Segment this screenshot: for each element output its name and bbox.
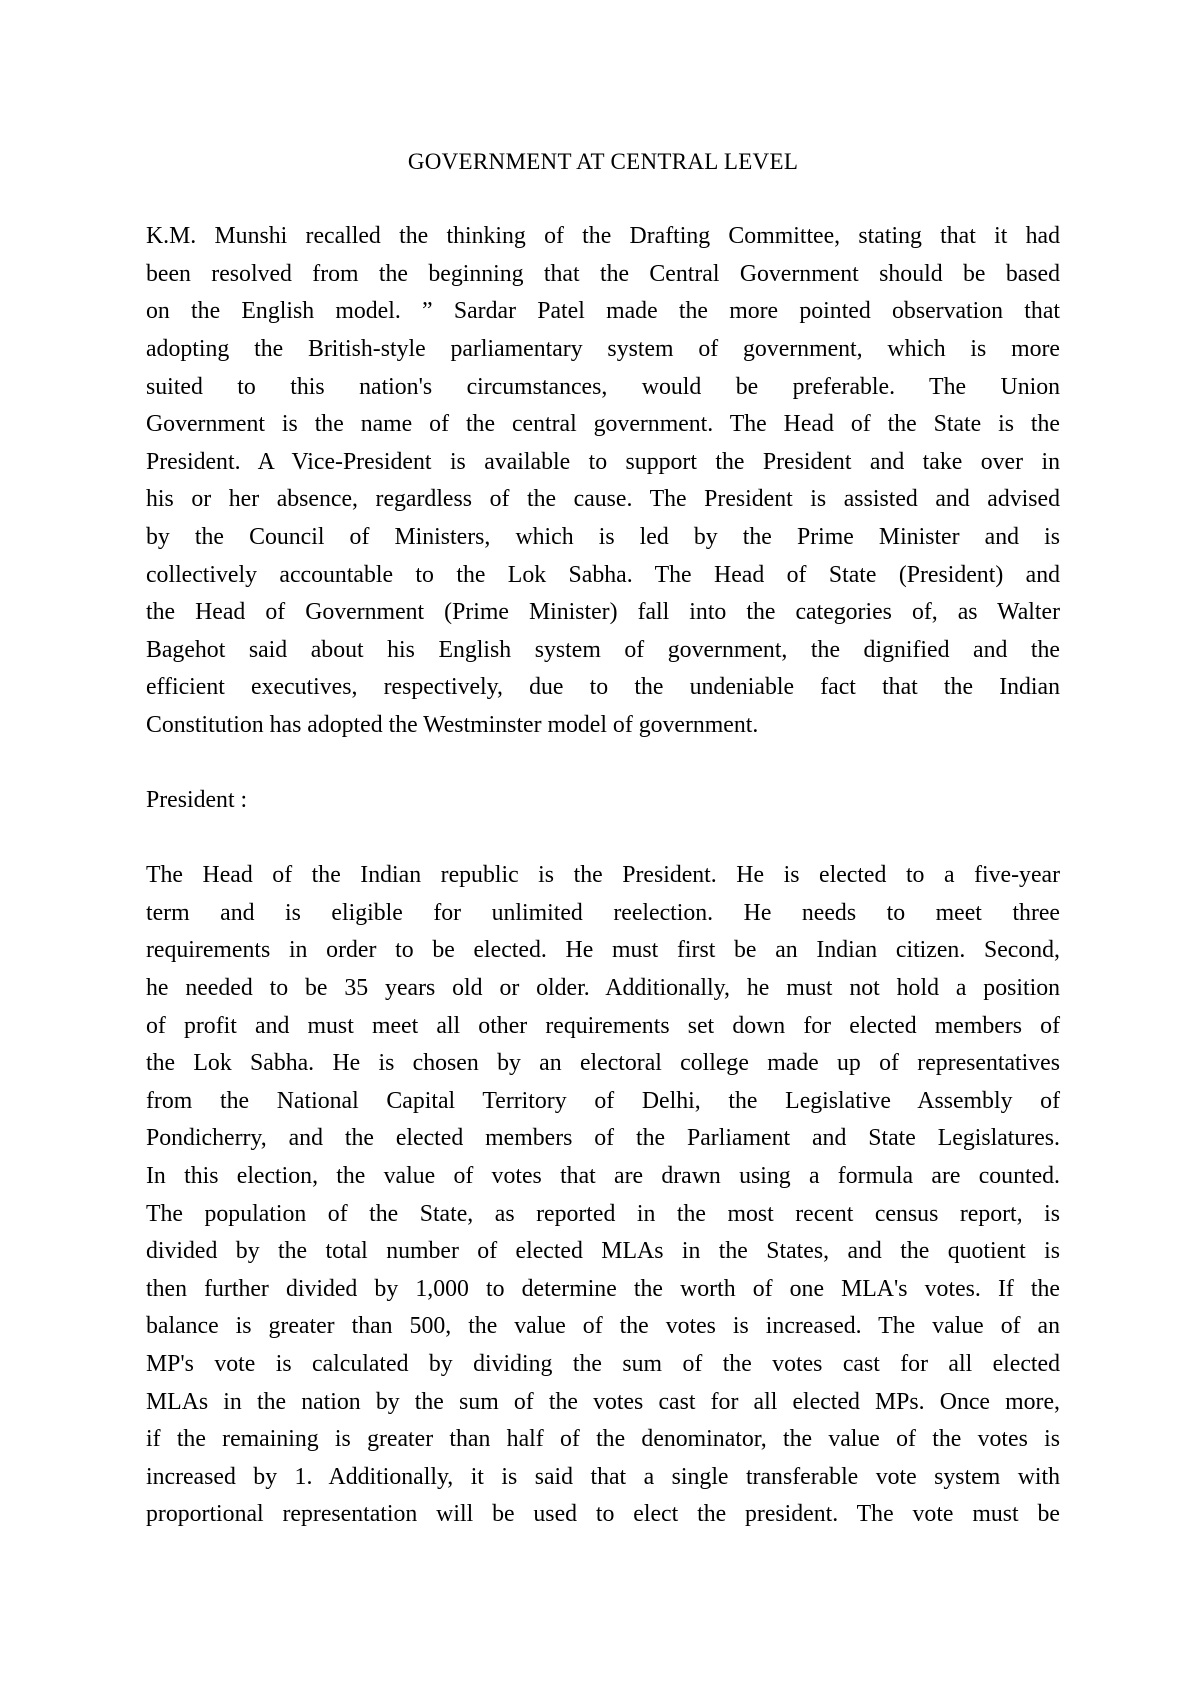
paragraph-line: The population of the State, as reported in the most recent census report, is [146,1200,1060,1227]
paragraph-line: been resolved from the beginning that the Central Government should be based [146,260,1060,287]
paragraph-line: on the English model. ” Sardar Patel made the more pointed observation that [146,298,1060,325]
spacer [146,745,1060,783]
paragraph-line: term and is eligible for unlimited reelection. He needs to meet three [146,899,1060,926]
spacer [146,181,1060,219]
paragraph-line: the Lok Sabha. He is chosen by an electoral college made up of representatives [146,1050,1060,1077]
paragraph-line: then further divided by 1,000 to determine the worth of one MLA's votes. If the [146,1275,1060,1302]
paragraph-line: from the National Capital Territory of Delhi, the Legislative Assembly of [146,1087,1060,1114]
paragraph-line: President. A Vice-President is available to support the President and take over in [146,448,1060,475]
paragraph-line: Government is the name of the central government. The Head of the State is the [146,411,1060,438]
section-heading-president: President : [146,787,248,814]
paragraph-line: The Head of the Indian republic is the President. He is elected to a five-year [146,862,1060,889]
paragraph-line: by the Council of Ministers, which is led by the Prime Minister and is [146,523,1060,550]
paragraph-line: requirements in order to be elected. He must first be an Indian citizen. Second, [146,937,1060,964]
paragraph-line: of profit and must meet all other requirements set down for elected members of [146,1012,1060,1039]
paragraph-line: proportional representation will be used to elect the president. The vote must be [146,1501,1060,1528]
paragraph-line: increased by 1. Additionally, it is said that a single transferable vote system with [146,1463,1060,1490]
president-paragraph [146,857,1060,1534]
spacer [146,820,1060,858]
document-body [146,143,1060,1534]
paragraph-line: he needed to be 35 years old or older. Additionally, he must not hold a position [146,975,1060,1002]
paragraph-line: if the remaining is greater than half of the denominator, the value of the votes is [146,1426,1060,1453]
paragraph-line: balance is greater than 500, the value of the votes is increased. The value of an [146,1313,1060,1340]
intro-paragraph [146,218,1060,744]
page-title: GOVERNMENT AT CENTRAL LEVEL [407,149,799,174]
paragraph-line: Constitution has adopted the Westminster model of government. [146,711,759,738]
paragraph-line: efficient executives, respectively, due to the undeniable fact that the Indian [146,674,1060,701]
paragraph-line: suited to this nation's circumstances, would be preferable. The Union [146,373,1060,400]
paragraph-line: collectively accountable to the Lok Sabha. The Head of State (President) and [146,561,1060,588]
paragraph-line: In this election, the value of votes that are drawn using a formula are counted. [146,1163,1060,1190]
paragraph-line: MLAs in the nation by the sum of the votes cast for all elected MPs. Once more, [146,1388,1060,1415]
paragraph-line: adopting the British-style parliamentary system of government, which is more [146,335,1060,362]
paragraph-line: MP's vote is calculated by dividing the sum of the votes cast for all elected [146,1351,1060,1377]
paragraph-line: Bagehot said about his English system of government, the dignified and the [146,636,1060,663]
paragraph-line: his or her absence, regardless of the cause. The President is assisted and advised [146,486,1060,513]
paragraph-line: the Head of Government (Prime Minister) fall into the categories of, as Walter [146,599,1060,626]
paragraph-line: K.M. Munshi recalled the thinking of the Drafting Committee, stating that it had [146,223,1060,250]
paragraph-line: divided by the total number of elected MLAs in the States, and the quotient is [146,1238,1060,1265]
paragraph-line: Pondicherry, and the elected members of the Parliament and State Legislatures. [146,1125,1060,1152]
